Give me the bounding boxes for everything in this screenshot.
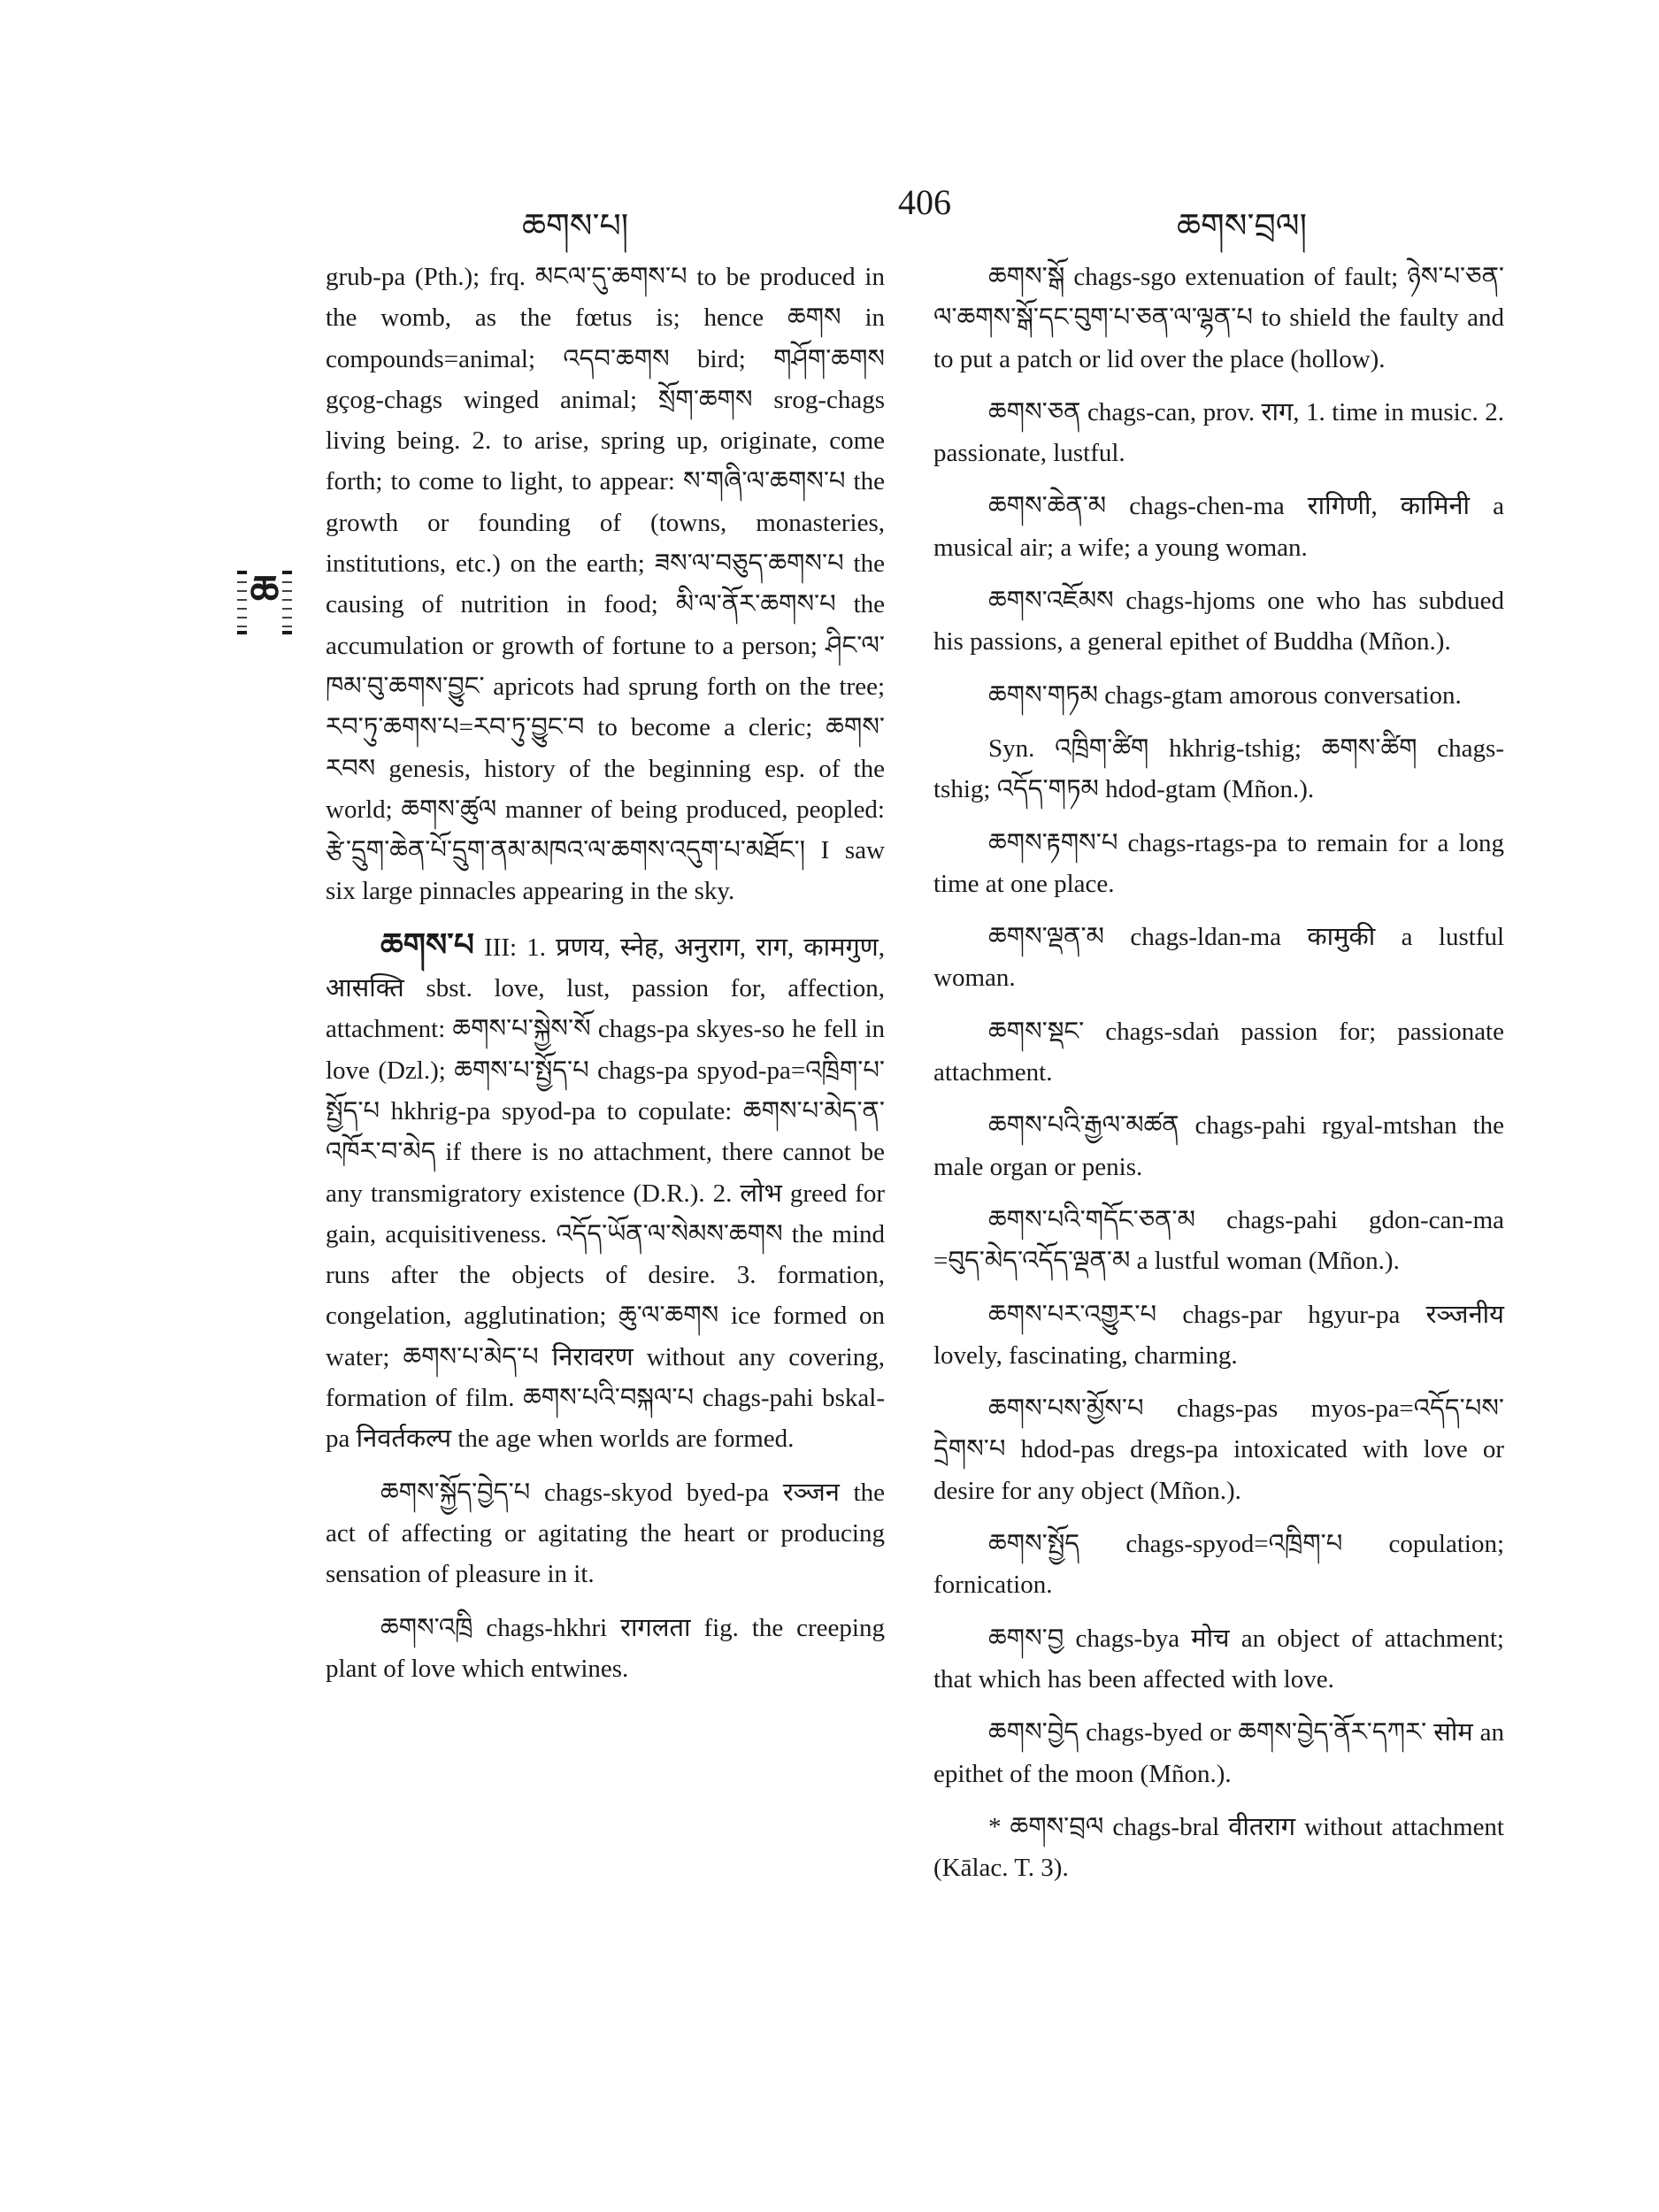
entry: ཆགས་སྤྱོད chags-spyod=འཁྲིག་པ copulation; fornication.	[933, 1530, 1504, 1600]
entry: * ཆགས་བྲལ chags-bral वीतराग without attachment (Kālac. T. 3).	[933, 1812, 1504, 1883]
entry: ཆགས་པར་འགྱུར་པ chags-par hgyur-pa रञ्जनीय lovely, fascinating, charming.	[933, 1300, 1504, 1370]
entry: ཆགས་ཅན chags-can, prov. राग, 1. time in music. 2. passionate, lustful.	[933, 397, 1504, 468]
entry: ཆགས་ཆེན་མ chags-chen-ma रागिणी, कामिनी a musical air; a wife; a young woman.	[933, 492, 1504, 562]
entry: ཆགས་བྱ chags-bya मोच an object of attachment; that which has been affected with love.	[933, 1624, 1504, 1694]
right-column	[933, 257, 1504, 1901]
entry-body: III: 1. प्रणय, स्नेह, अनुराग, राग, कामगुण, आसक्ति sbst. love, lust, passion for, affection, attachment: ཆགས་པ་སྐྱེས་སོ chags-pa skyes-so he fell in love (Dzl.); ཆགས་པ་སྤྱོད་པ chags-pa spyod-pa=འཁྲིག་པ་སྤྱོད་པ hkhrig-pa spyod-pa to copulate: ཆགས་པ་མེད་ན་འཁོར་བ་མེད if there is no attachment, there cannot be any transmigratory existence (D.R.). 2. लोभ greed for gain, acquisitiveness. འདོད་ཡོན་ལ་སེམས་ཆགས the mind runs after the objects of desire. 3. formation, congelation, agglutination; ཆུ་ལ་ཆགས ice formed on water; ཆགས་པ་མེད་པ निरावरण without any covering, formation of film. ཆགས་པའི་བསྐལ་པ chags-pahi bskal-pa निवर्तकल्प the age when worlds are formed.	[326, 933, 885, 1454]
running-head-left: ཆགས་པ།	[522, 206, 629, 245]
page-header	[0, 181, 1659, 245]
entry: ཆགས་སྡང་ chags-sdaṅ passion for; passionate attachment.	[933, 1017, 1504, 1087]
entry: ཆགས་འཁྲི chags-hkhri रागलता fig. the creeping plant of love which entwines.	[326, 1613, 885, 1683]
entry: ཆགས་རྟགས་པ chags-rtags-pa to remain for a long time at one place.	[933, 828, 1504, 898]
entry: ཆགས་པའི་རྒྱལ་མཚན chags-pahi rgyal-mtshan the male organ or penis.	[933, 1111, 1504, 1181]
section-letter-marker	[237, 565, 292, 634]
entry: ཆགས་འཇོམས chags-hjoms one who has subdued his passions, a general epithet of Buddha (Mñon.).	[933, 587, 1504, 657]
entry-headword: ཆགས་པ	[380, 926, 474, 963]
page-number: 406	[898, 182, 951, 222]
entry: ཆགས་གཏམ chags-gtam amorous conversation.	[988, 680, 1462, 710]
entry-continuation: grub-pa (Pth.); frq. མངལ་དུ་ཆགས་པ to be produced in the womb, as the fœtus is; hence ཆགས in compounds=animal; འདབ་ཆགས bird; གཤོག་ཆགས gçog-chags winged animal; སྲོག་ཆགས srog-chags living being. 2. to arise, spring up, originate, come forth; to come to light, to appear: ས་གཞི་ལ་ཆགས་པ the growth or founding of (towns, monasteries, institutions, etc.) on the earth; ཟས་ལ་བཅུད་ཆགས་པ the causing of nutrition in food; མི་ལ་ནོར་ཆགས་པ the accumulation or growth of fortune to a person; ཤིང་ལ་ཁམ་བུ་ཆགས་བྱུང་ apricots had sprung forth on the tree; རབ་ཏུ་ཆགས་པ=རབ་ཏུ་བྱུང་བ to become a cleric; ཆགས་རབས genesis, history of the beginning esp. of the world; ཆགས་ཚུལ manner of being produced, peopled: རྩེ་དྲུག་ཆེན་པོ་དྲུག་ནམ་མཁའ་ལ་ཆགས་འདུག་པ་མཐོང་། I saw six large pinnacles appearing in the sky.	[326, 263, 885, 906]
entry: ཆགས་སྐྱོད་བྱེད་པ chags-skyod byed-pa रञ्जन the act of affecting or agitating the heart or producing sensation of pleasure in it.	[326, 1478, 885, 1589]
section-letter: ཆ	[247, 546, 283, 660]
entry: ཆགས་ལྡན་མ chags-ldan-ma कामुकी a lustful woman.	[933, 923, 1504, 993]
entry: ཆགས་པས་མྱོས་པ chags-pas myos-pa=འདོད་པས་དྲེགས་པ hdod-pas dregs-pa intoxicated with love or desire for any object (Mñon.).	[933, 1394, 1504, 1505]
entry: ཆགས་བྱེད chags-byed or ཆགས་བྱེད་ནོར་དཀར་ सोम an epithet of the moon (Mñon.).	[933, 1718, 1504, 1788]
entry: ཆགས་པའི་གདོང་ཅན་མ chags-pahi gdon-can-ma =བུད་མེད་འདོད་ལྡན་མ a lustful woman (Mñon.).	[933, 1205, 1504, 1276]
entry: ཆགས་སྒོ chags-sgo extenuation of fault; ཉེས་པ་ཅན་ལ་ཆགས་སྒོ་དང་བུག་པ་ཅན་ལ་ལྷན་པ to shield the faulty and to put a patch or lid over the place (hollow).	[933, 263, 1504, 373]
running-head-right: ཆགས་བྲལ།	[1177, 206, 1308, 245]
entry: Syn. འཁྲིག་ཚིག hkhrig-tshig; ཆགས་ཚིག chags-tshig; འདོད་གཏམ hdod-gtam (Mñon.).	[933, 733, 1504, 804]
entry-chags-pa-iii	[326, 925, 885, 1460]
left-column	[326, 257, 885, 1701]
